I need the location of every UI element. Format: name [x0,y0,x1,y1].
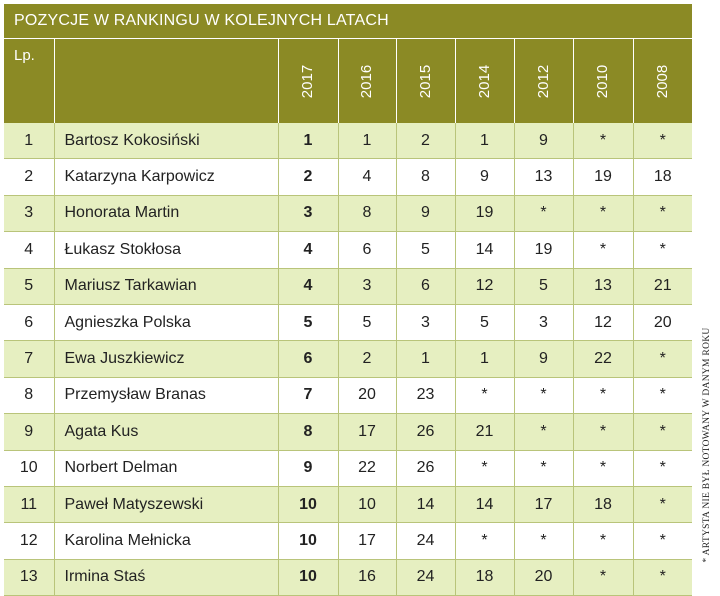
table-row [4,304,692,340]
row-rank-2010: * [573,377,633,413]
row-rank-2016: 17 [338,414,396,450]
row-rank-2014: 9 [455,159,514,195]
header-year-2017 [278,39,338,124]
row-lp: 9 [4,414,54,450]
row-rank-2015: 9 [396,195,455,231]
row-rank-2015: 1 [396,341,455,377]
table-row [4,559,692,595]
row-rank-2008: * [633,232,692,268]
row-rank-2017: 6 [278,341,338,377]
row-rank-2010: 18 [573,486,633,522]
header-year-2012 [514,39,573,124]
row-rank-2017: 4 [278,232,338,268]
table-row [4,268,692,304]
row-rank-2010: * [573,559,633,595]
row-rank-2015: 3 [396,304,455,340]
row-rank-2015: 24 [396,559,455,595]
row-rank-2008: * [633,123,692,159]
row-rank-2015: 14 [396,486,455,522]
row-rank-2014: * [455,450,514,486]
row-artist-name: Bartosz Kokosiński [54,123,278,159]
row-lp: 4 [4,232,54,268]
row-rank-2016: 8 [338,195,396,231]
header-row [4,39,692,124]
row-rank-2015: 5 [396,232,455,268]
row-rank-2010: 22 [573,341,633,377]
row-rank-2014: 1 [455,341,514,377]
row-rank-2008: * [633,195,692,231]
table-body [4,123,692,596]
row-rank-2015: 23 [396,377,455,413]
row-rank-2015: 6 [396,268,455,304]
row-rank-2010: 19 [573,159,633,195]
row-rank-2010: * [573,450,633,486]
row-rank-2014: 14 [455,232,514,268]
row-rank-2017: 4 [278,268,338,304]
row-artist-name: Katarzyna Karpowicz [54,159,278,195]
row-artist-name: Irmina Staś [54,559,278,595]
row-lp: 11 [4,486,54,522]
row-lp: 13 [4,559,54,595]
row-rank-2016: 4 [338,159,396,195]
row-artist-name: Karolina Mełnicka [54,523,278,559]
header-year-2015 [396,39,455,124]
row-rank-2008: * [633,523,692,559]
row-rank-2012: 20 [514,559,573,595]
row-rank-2008: * [633,559,692,595]
row-lp: 6 [4,304,54,340]
row-rank-2014: 12 [455,268,514,304]
table-row [4,486,692,522]
year-label: 2012 [535,64,552,98]
row-rank-2016: 22 [338,450,396,486]
row-rank-2016: 2 [338,341,396,377]
row-rank-2017: 8 [278,414,338,450]
row-rank-2012: * [514,195,573,231]
table-row [4,159,692,195]
row-rank-2008: 21 [633,268,692,304]
table-row [4,450,692,486]
row-rank-2012: * [514,523,573,559]
row-rank-2012: 17 [514,486,573,522]
row-rank-2012: * [514,377,573,413]
row-rank-2017: 5 [278,304,338,340]
table-row [4,341,692,377]
header-year-2014 [455,39,514,124]
row-lp: 10 [4,450,54,486]
row-artist-name: Przemysław Branas [54,377,278,413]
row-rank-2016: 5 [338,304,396,340]
row-rank-2010: * [573,123,633,159]
row-rank-2008: 18 [633,159,692,195]
row-rank-2014: 21 [455,414,514,450]
header-year-2008 [633,39,692,124]
row-rank-2014: * [455,523,514,559]
row-artist-name: Ewa Juszkiewicz [54,341,278,377]
row-rank-2015: 26 [396,414,455,450]
table-title: POZYCJE W RANKINGU W KOLEJNYCH LATACH [14,12,389,29]
row-artist-name: Agnieszka Polska [54,304,278,340]
table-row [4,232,692,268]
row-rank-2017: 10 [278,559,338,595]
table-row [4,414,692,450]
row-rank-2008: * [633,486,692,522]
row-artist-name: Paweł Matyszewski [54,486,278,522]
row-rank-2016: 17 [338,523,396,559]
row-rank-2017: 7 [278,377,338,413]
row-rank-2017: 1 [278,123,338,159]
row-rank-2017: 2 [278,159,338,195]
row-rank-2014: 1 [455,123,514,159]
row-artist-name: Honorata Martin [54,195,278,231]
row-rank-2016: 10 [338,486,396,522]
row-lp: 1 [4,123,54,159]
row-rank-2008: * [633,341,692,377]
header-name [54,39,278,124]
row-rank-2014: 5 [455,304,514,340]
row-rank-2014: 18 [455,559,514,595]
table-row [4,523,692,559]
row-lp: 8 [4,377,54,413]
row-lp: 12 [4,523,54,559]
row-rank-2017: 9 [278,450,338,486]
row-rank-2010: * [573,232,633,268]
header-year-2010 [573,39,633,124]
row-rank-2012: 13 [514,159,573,195]
row-rank-2008: 20 [633,304,692,340]
row-rank-2016: 20 [338,377,396,413]
table-row [4,377,692,413]
row-lp: 7 [4,341,54,377]
year-label: 2015 [417,64,434,98]
row-rank-2015: 8 [396,159,455,195]
table-title-bar [4,4,692,38]
row-rank-2014: 14 [455,486,514,522]
row-rank-2017: 3 [278,195,338,231]
year-label: 2014 [476,64,493,98]
row-rank-2015: 2 [396,123,455,159]
row-rank-2017: 10 [278,523,338,559]
row-artist-name: Agata Kus [54,414,278,450]
year-label: 2016 [358,64,376,98]
row-rank-2016: 6 [338,232,396,268]
row-rank-2012: 9 [514,341,573,377]
row-artist-name: Norbert Delman [54,450,278,486]
row-rank-2010: 12 [573,304,633,340]
row-rank-2008: * [633,414,692,450]
row-rank-2012: 19 [514,232,573,268]
header-lp: Lp. [4,39,54,124]
header-year-2016 [338,39,396,124]
row-rank-2008: * [633,450,692,486]
table-row [4,195,692,231]
row-rank-2014: * [455,377,514,413]
row-artist-name: Łukasz Stokłosa [54,232,278,268]
row-rank-2010: * [573,523,633,559]
table-row [4,123,692,159]
row-rank-2010: 13 [573,268,633,304]
ranking-table [4,38,692,596]
year-label: 2017 [299,64,317,98]
row-rank-2010: * [573,414,633,450]
row-rank-2015: 24 [396,523,455,559]
footnote-container [697,308,717,582]
row-lp: 5 [4,268,54,304]
footnote: * ARTYSTA NIE BYŁ NOTOWANY W DANYM ROKU [702,327,712,563]
ranking-table-container [4,4,692,596]
row-rank-2014: 19 [455,195,514,231]
year-label: 2010 [594,64,612,98]
row-rank-2017: 10 [278,486,338,522]
row-rank-2016: 1 [338,123,396,159]
row-rank-2012: 9 [514,123,573,159]
row-rank-2010: * [573,195,633,231]
row-rank-2008: * [633,377,692,413]
row-rank-2012: * [514,414,573,450]
row-rank-2015: 26 [396,450,455,486]
row-lp: 2 [4,159,54,195]
year-label: 2008 [654,64,672,98]
row-rank-2016: 3 [338,268,396,304]
row-rank-2012: 5 [514,268,573,304]
row-rank-2012: 3 [514,304,573,340]
row-rank-2012: * [514,450,573,486]
row-artist-name: Mariusz Tarkawian [54,268,278,304]
row-lp: 3 [4,195,54,231]
row-rank-2016: 16 [338,559,396,595]
